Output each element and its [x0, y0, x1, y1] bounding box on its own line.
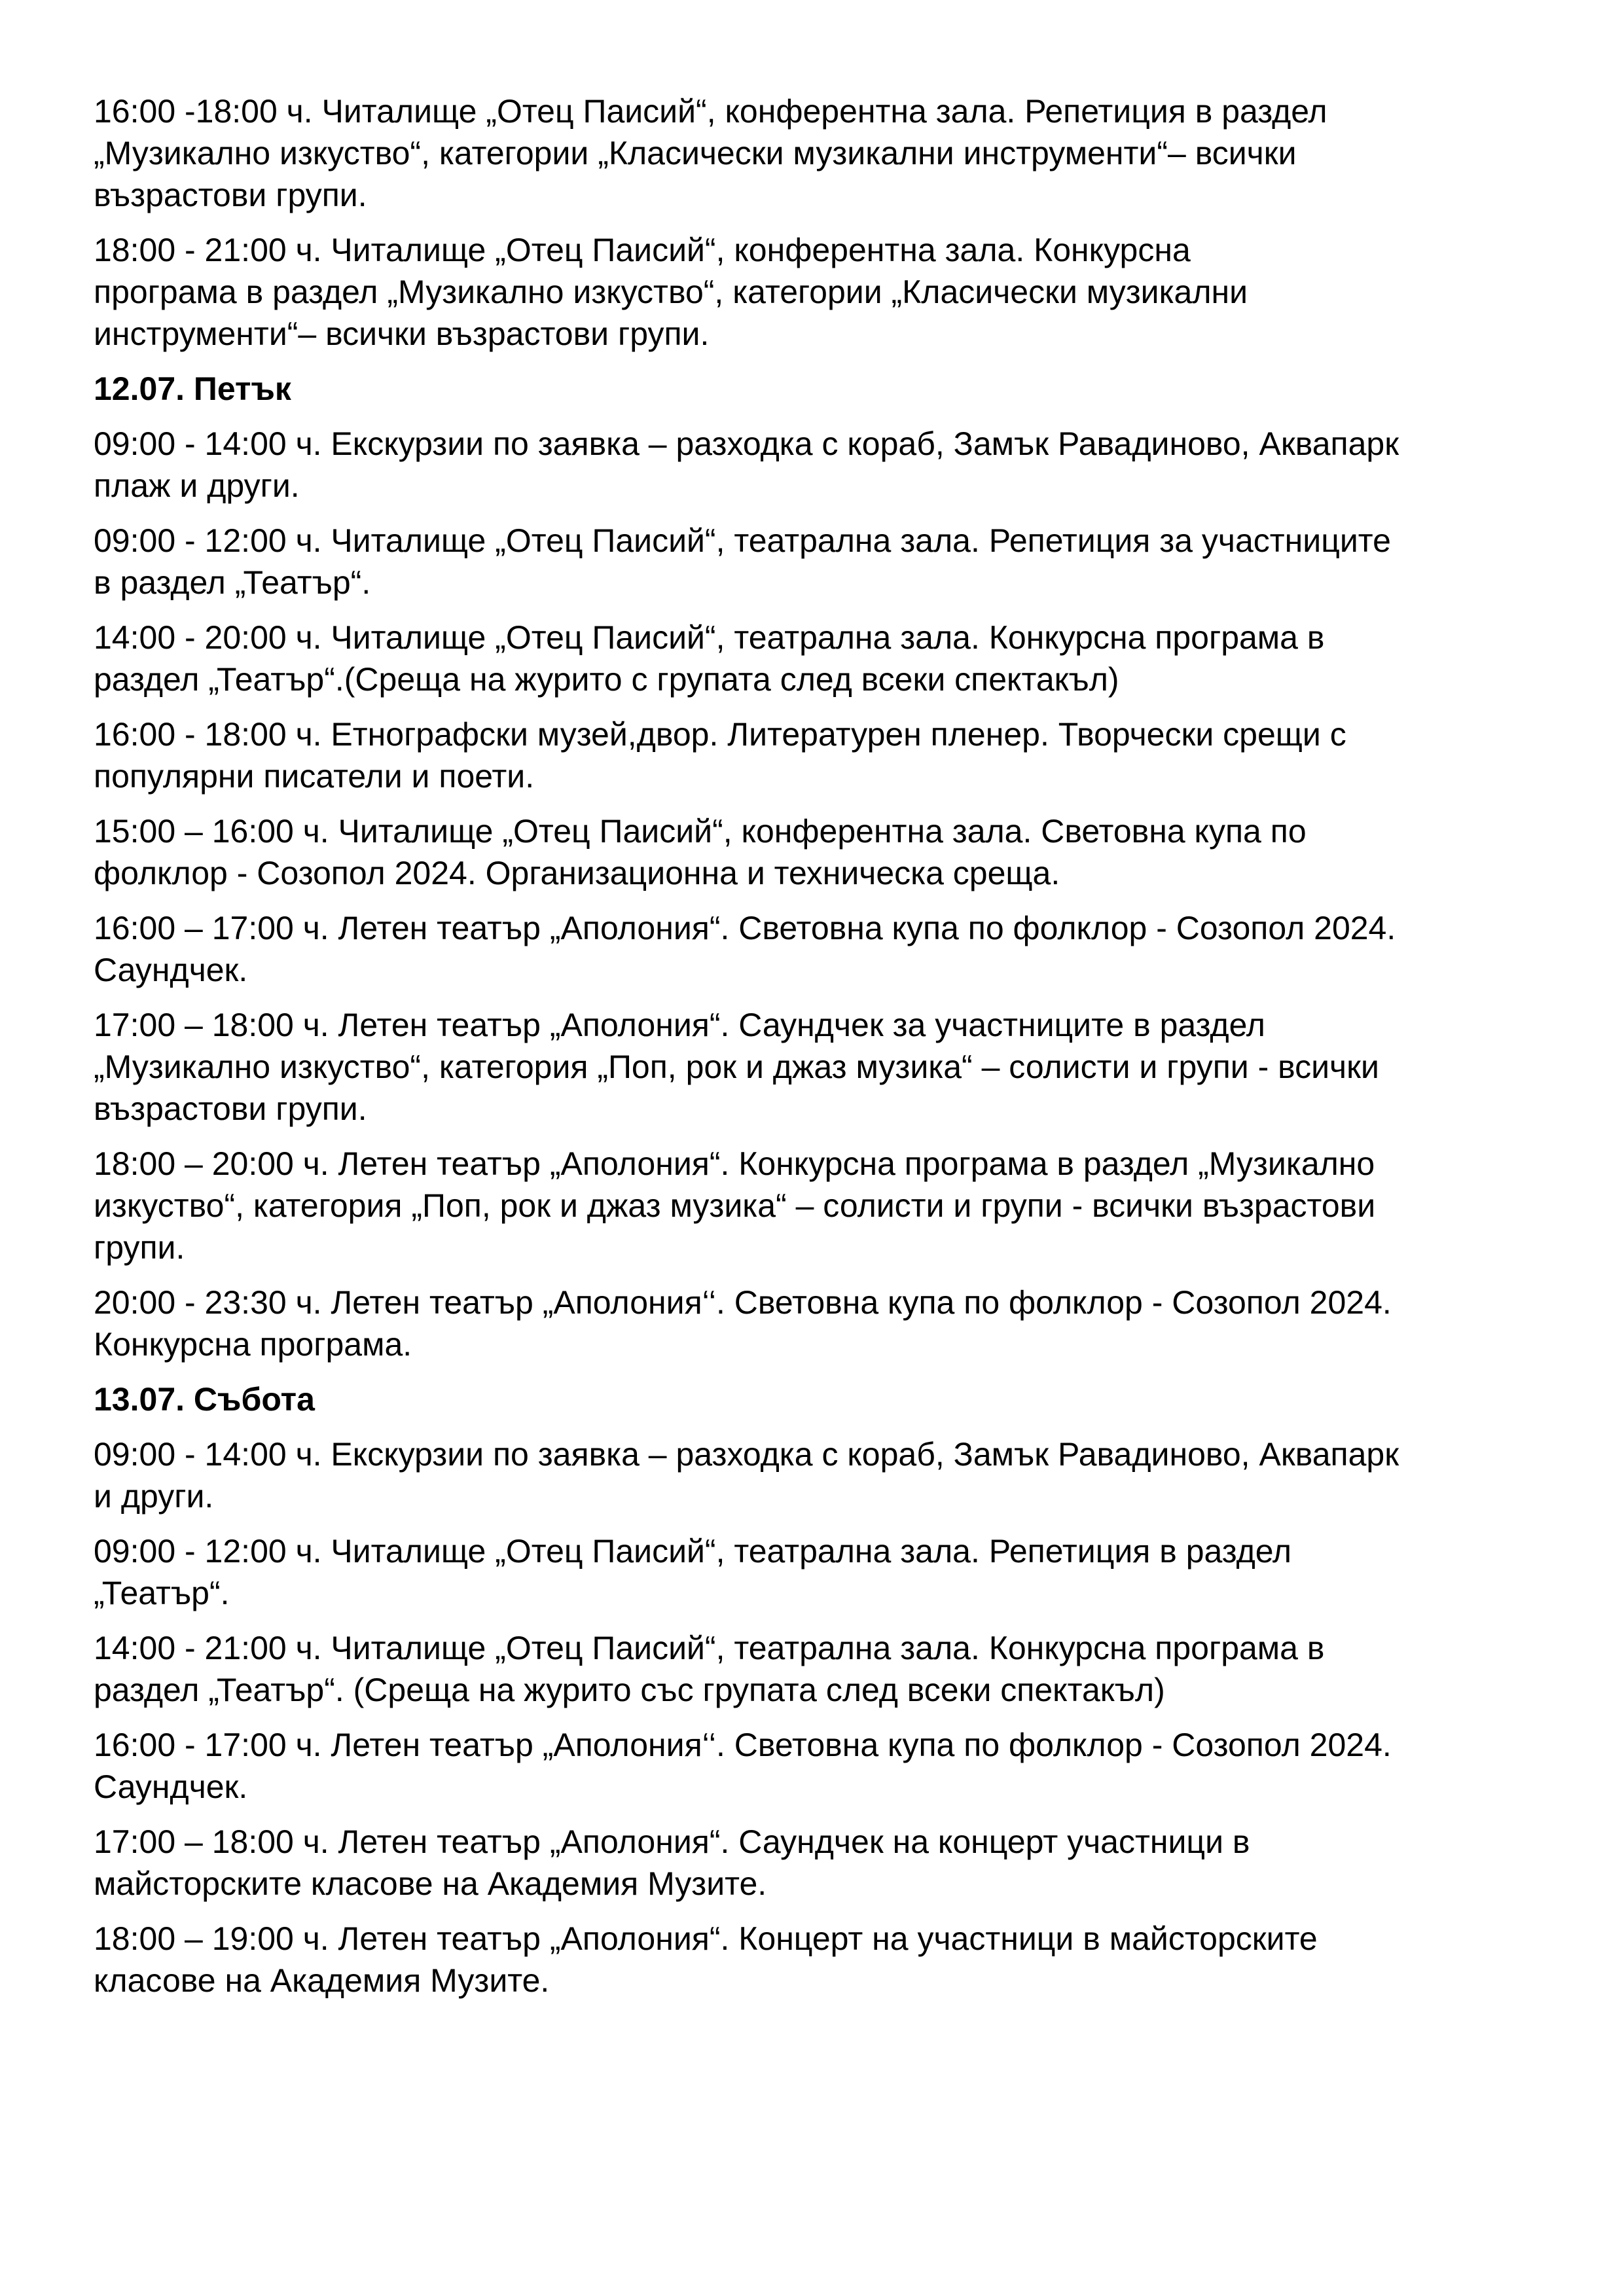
day-heading-saturday: 13.07. Събота: [94, 1381, 315, 1418]
schedule-entry: 16:00 – 17:00 ч. Летен театър „Аполония“. Световна купа по фолклор - Созопол 2024. Саундчек.: [94, 910, 1396, 988]
schedule-entry: 20:00 - 23:30 ч. Летен театър „Аполония‘‘. Световна купа по фолклор - Созопол 2024. Конкурсна програма.: [94, 1284, 1392, 1363]
schedule-entry: 15:00 – 16:00 ч. Читалище „Отец Паисий“, конферентна зала. Световна купа по фолклор - Созопол 2024. Организационна и техническа среща.: [94, 813, 1307, 891]
schedule-entry: 16:00 - 18:00 ч. Етнографски музей,двор. Литературен пленер. Творчески срещи с популярни писатели и поети.: [94, 716, 1346, 795]
schedule-entry: 17:00 – 18:00 ч. Летен театър „Аполония“. Саундчек за участниците в раздел „Музикално изкуство“, категория „Поп, рок и джаз музика“ – солисти и групи - всички възрастови групи.: [94, 1007, 1379, 1127]
schedule-entry: 09:00 - 14:00 ч. Екскурзии по заявка – разходка с кораб, Замък Равадиново, Аквапарк плаж и други.: [94, 425, 1399, 504]
day-heading-friday: 12.07. Петък: [94, 370, 291, 407]
schedule-entry: 16:00 - 17:00 ч. Летен театър „Аполония‘‘. Световна купа по фолклор - Созопол 2024. Саундчек.: [94, 1727, 1392, 1805]
schedule-entry: 18:00 – 19:00 ч. Летен театър „Аполония“. Концерт на участници в майсторските класове на Академия Музите.: [94, 1920, 1318, 1999]
schedule-entry: 14:00 - 20:00 ч. Читалище „Отец Паисий“, театрална зала. Конкурсна програма в раздел „Театър“.(Среща на журито с групата след всеки спектакъл): [94, 619, 1325, 698]
schedule-entry: 16:00 -18:00 ч. Читалище „Отец Паисий“, конферентна зала. Репетиция в раздел „Музикално изкуство“, категории „Класически музикални инструменти“– всички възрастови групи.: [94, 93, 1327, 213]
schedule-entry: 09:00 - 14:00 ч. Екскурзии по заявка – разходка с кораб, Замък Равадиново, Аквапарк и други.: [94, 1436, 1399, 1515]
schedule-entry: 14:00 - 21:00 ч. Читалище „Отец Паисий“, театрална зала. Конкурсна програма в раздел „Театър“. (Среща на журито със групата след всеки спектакъл): [94, 1630, 1325, 1708]
schedule-entry: 09:00 - 12:00 ч. Читалище „Отец Паисий“, театрална зала. Репетиция в раздел „Театър“.: [94, 1533, 1292, 1611]
schedule-entry: 18:00 – 20:00 ч. Летен театър „Аполония“. Конкурсна програма в раздел „Музикално изкуство“, категория „Поп, рок и джаз музика“ – солисти и групи - всички възрастови групи.: [94, 1145, 1376, 1266]
schedule-entry: 18:00 - 21:00 ч. Читалище „Отец Паисий“, конферентна зала. Конкурсна програма в раздел „Музикално изкуство“, категории „Класически музикални инструменти“– всички възрастови групи.: [94, 232, 1248, 352]
document-page: [94, 90, 1540, 2015]
schedule-entry: 09:00 - 12:00 ч. Читалище „Отец Паисий“, театрална зала. Репетиция за участниците в раздел „Театър“.: [94, 522, 1391, 601]
schedule-entry: 17:00 – 18:00 ч. Летен театър „Аполония“. Саундчек на концерт участници в майсторските класове на Академия Музите.: [94, 1823, 1250, 1902]
